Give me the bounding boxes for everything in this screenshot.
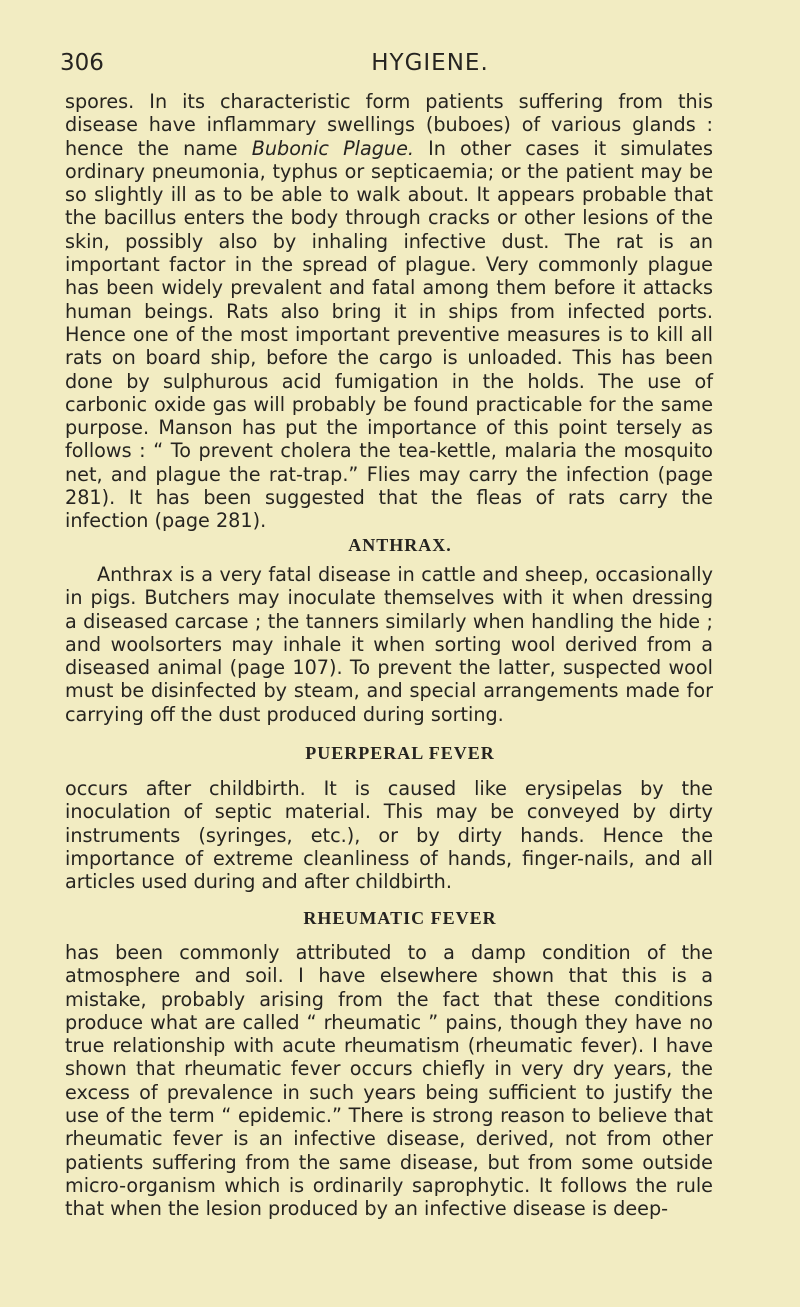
rheumatic-fever-text: has been commonly attributed to a damp condition of the atmosphere and soil. I have elsewhere shown that this is a mistake, probably arising from the fact that these conditions produce what are called “ rheumatic ” pains, though they have no true relationship with acute rheumatism (rheumatic fever). I have shown that rheumatic fever occurs chiefly in very dry years, the excess of prevalence in such years being sufficient to justify the use of the term “ epidemic.” There is strong reason to believe that rheumatic fever is an infective disease, derived, not from other patients suffering from the same disease, but from some outside micro-organism which is ordinarily saprophytic. It follows the rule that when the lesion produced by an infective disease is deep- [65,941,713,1221]
anthrax-heading: ANTHRAX. [348,535,452,555]
anthrax-paragraph [65,563,713,726]
page-header [60,50,700,82]
puerperal-fever-paragraph [65,777,713,893]
bubonic-plague-term: Bubonic Plague. [251,136,414,160]
running-title: HYGIENE. [371,50,489,76]
page-number: 306 [60,50,104,76]
puerperal-fever-heading: PUERPERAL FEVER [305,743,495,763]
rheumatic-fever-heading: RHEUMATIC FEVER [303,908,497,928]
anthrax-text: Anthrax is a very fatal disease in cattle and sheep, occasionally in pigs. Butchers may inoculate themselves with it when dressing a diseased carcase ; the tanners similarly when handling the hide ; and woolsorters may inhale it when sorting wool derived from a diseased animal (page 107). To prevent the latter, suspected wool must be disinfected by steam, and special arrangements made for carrying off the dust produced during sorting. [65,563,713,726]
puerperal-fever-text: occurs after childbirth. It is caused like erysipelas by the inoculation of septic material. This may be conveyed by dirty instruments (syringes, etc.), or by dirty hands. Hence the importance of extreme cleanliness of hands, finger-nails, and all articles used during and after childbirth. [65,777,713,894]
plague-text-rest: In other cases it simulates ordinary pneumonia, typhus or septicaemia; or the patient may be so slightly ill as to be able to walk about. It appears probable that the bacillus enters the body through cracks or other lesions of the skin, possibly also by inhaling infective dust. The rat is an important factor in the spread of plague. Very commonly plague has been widely prevalent and fatal among them before it attacks human beings. Rats also bring it in ships from infected ports. Hence one of the most important preventive measures is to kill all rats on board ship, before the cargo is unloaded. This has been done by sulphurous acid fumigation in the holds. The use of carbonic oxide gas will probably be found practicable for the same purpose. Manson has put the importance of this point tersely as follows : “ To prevent cholera the tea-kettle, malaria the mosquito net, and plague the rat-trap.” Flies may carry the infection (page 281). It has been suggested that the fleas of rats carry the infection (page 281). [65,136,713,533]
rheumatic-fever-paragraph [65,941,713,1221]
plague-text-start: spores. In its characteristic form patients suffering from this disease have inflammary swellings (buboes) of various glands : hence the name [65,90,713,160]
plague-paragraph [65,90,713,533]
